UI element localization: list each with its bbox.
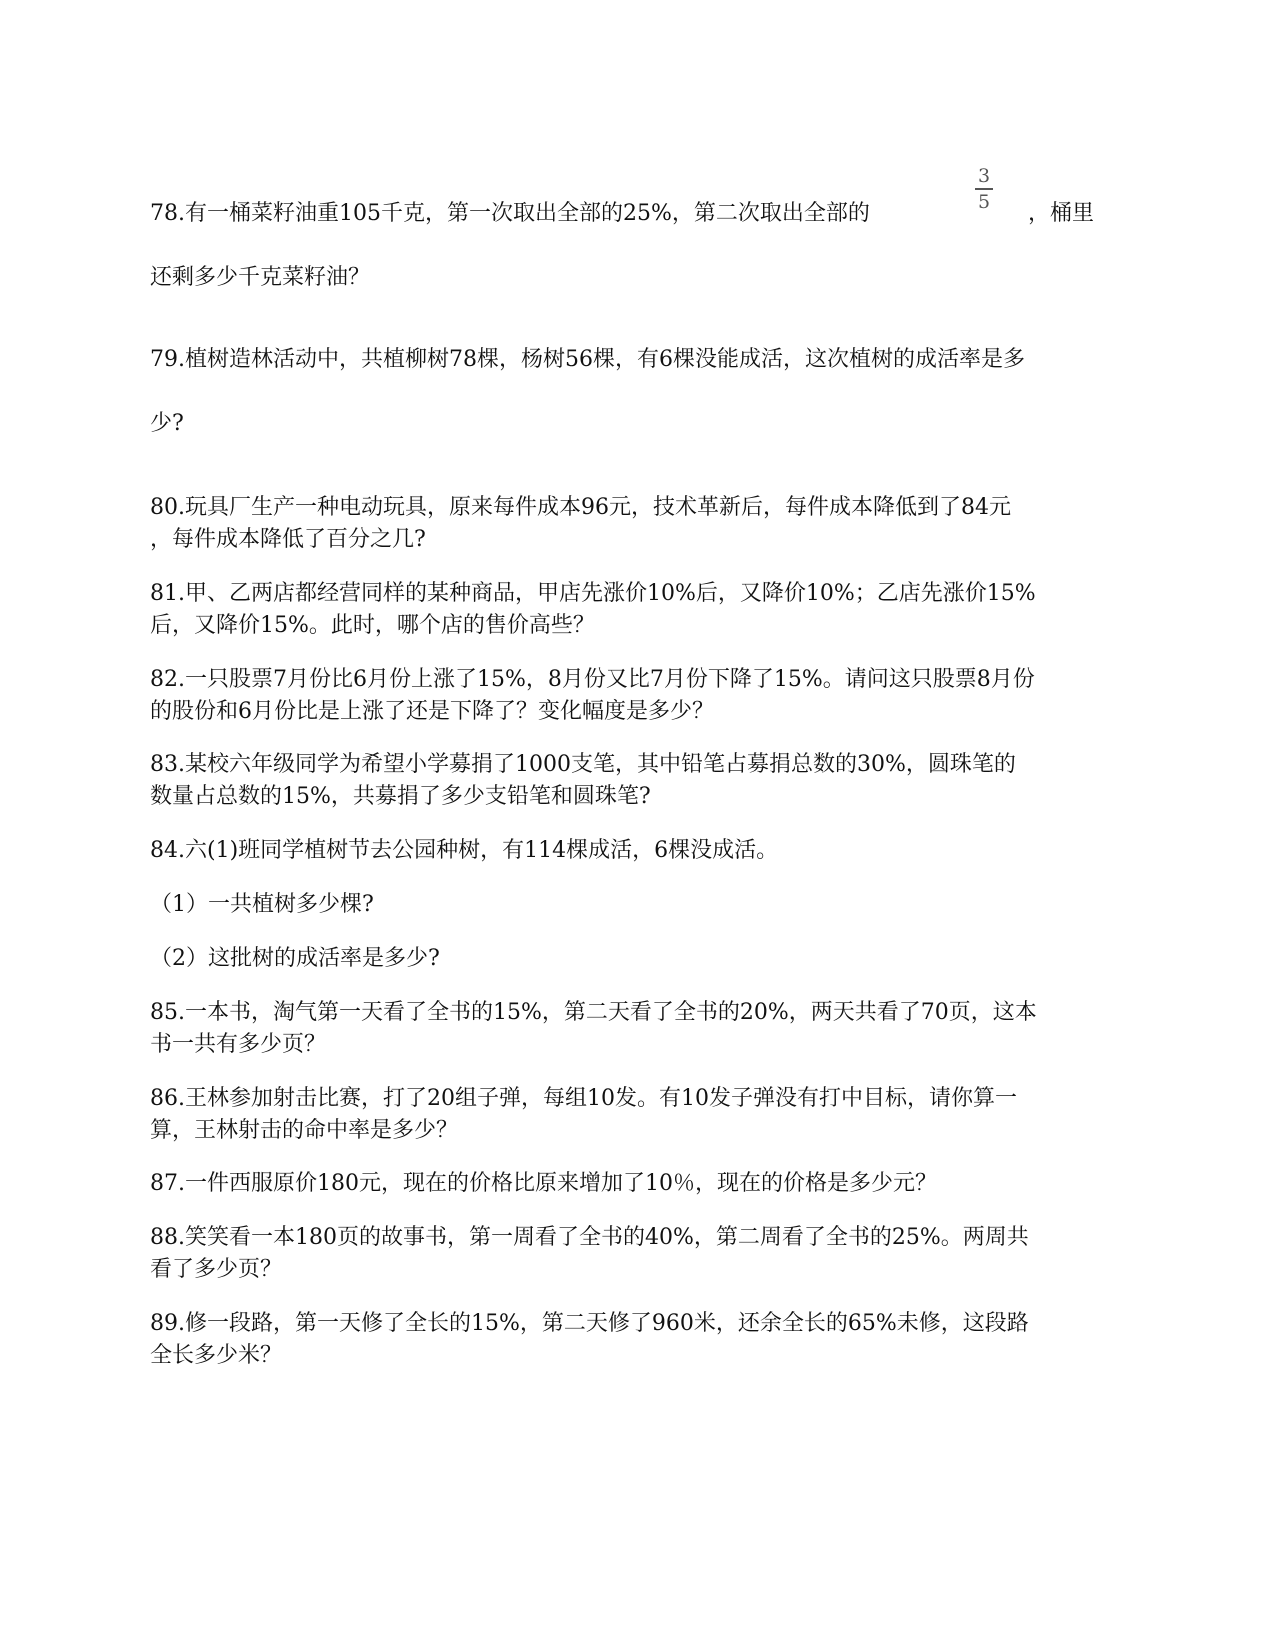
problem-84-line1: 84.六(1)班同学植树节去公园种树，有114棵成活，6棵没成活。	[150, 838, 779, 863]
problem-83-line1: 83.某校六年级同学为希望小学募捐了1000支笔，其中铅笔占募捐总数的30%，圆珠笔的	[150, 752, 1016, 777]
fraction-denominator: 5	[977, 190, 991, 213]
problem-88-line1: 88.笑笑看一本180页的故事书，第一周看了全书的40%，第二周看了全书的25%。两周共	[150, 1225, 1029, 1250]
problem-81-line2: 后，又降价15%。此时，哪个店的售价高些？	[150, 613, 595, 638]
problem-79-line2: 少?	[150, 411, 184, 436]
problem-88-line2: 看了多少页？	[150, 1257, 283, 1282]
problem-78-line1-tail: ，桶里	[1028, 201, 1095, 226]
problem-81-line1: 81.甲、乙两店都经营同样的某种商品，甲店先涨价10%后，又降价10%；乙店先涨价15%	[150, 581, 1036, 606]
problem-84-sub2: （2）这批树的成活率是多少?	[150, 946, 440, 971]
problem-85-line1: 85.一本书，淘气第一天看了全书的15%，第二天看了全书的20%，两天共看了70页，这本	[150, 1000, 1037, 1025]
problem-80-line2: ，每件成本降低了百分之几?	[150, 527, 426, 552]
problem-86-line1: 86.王林参加射击比赛，打了20组子弹，每组10发。有10发子弹没有打中目标，请你算一	[150, 1086, 1017, 1111]
problem-80-line1: 80.玩具厂生产一种电动玩具，原来每件成本96元，技术革新后，每件成本降低到了84元	[150, 495, 1011, 520]
problem-79-line1: 79.植树造林活动中，共植柳树78棵，杨树56棵，有6棵没能成活，这次植树的成活率是多	[150, 347, 1025, 372]
fraction-numerator: 3	[977, 165, 991, 187]
problem-78-line2: 还剩多少千克菜籽油？	[150, 265, 371, 290]
fraction-bar	[975, 188, 993, 190]
problem-84-sub1: （1）一共植树多少棵?	[150, 892, 374, 917]
problem-87-line1: 87.一件西服原价180元，现在的价格比原来增加了10％，现在的价格是多少元？	[150, 1171, 937, 1196]
fraction-three-fifths	[972, 165, 996, 213]
problem-89-line2: 全长多少米？	[150, 1343, 283, 1368]
problem-85-line2: 书一共有多少页？	[150, 1032, 327, 1057]
problem-82-line1: 82.一只股票7月份比6月份上涨了15%，8月份又比7月份下降了15%。请问这只股票8月份	[150, 667, 1035, 692]
problem-86-line2: 算，王林射击的命中率是多少？	[150, 1118, 459, 1143]
problem-83-line2: 数量占总数的15%，共募捐了多少支铅笔和圆珠笔?	[150, 784, 651, 809]
problem-82-line2: 的股份和6月份比是上涨了还是下降了？变化幅度是多少？	[150, 699, 714, 724]
problem-89-line1: 89.修一段路，第一天修了全长的15%，第二天修了960米，还余全长的65%未修，这段路	[150, 1311, 1029, 1336]
problem-78-line1: 78.有一桶菜籽油重105千克，第一次取出全部的25%，第二次取出全部的	[150, 201, 870, 226]
